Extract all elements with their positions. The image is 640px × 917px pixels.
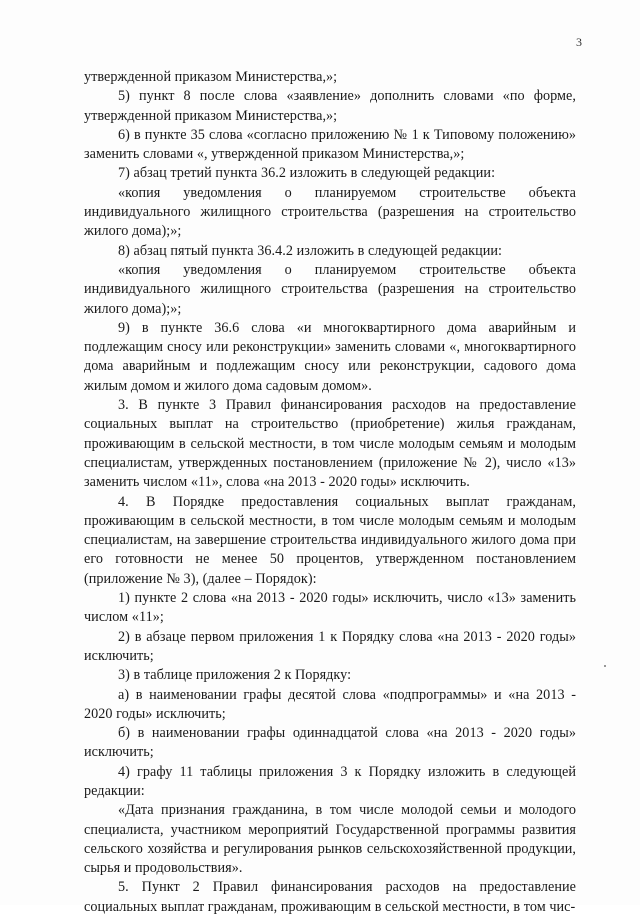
paragraph-subitem-4: 4) графу 11 таблицы приложения 3 к Порядку изложить в следующей редакции:	[84, 763, 576, 799]
paragraph-continuation: утвержденной приказом Министерства,»;	[84, 69, 338, 85]
scan-speck	[604, 665, 606, 667]
paragraph-section-5: 5. Пункт 2 Правил финансирования расходов на предоставление социальных выплат гражданам, проживающим в сельской местности, в том чис-	[84, 879, 576, 915]
paragraph-quote-4: «Дата признания гражданина, в том числе молодой семьи и молодого специалиста, участником мероприятий Государственной программы развития сельского хозяйства и регулирования рынков сельскохозяйственной продукции, сырья и продовольствия».	[84, 802, 576, 877]
paragraph-item-9: 9) в пункте 36.6 слова «и многоквартирного дома аварийным и подлежащим сносу или реконструкции» заменить словами «, многоквартирного дома аварийным и подлежащим сносу или реконструкции, садового дома жилым домом и жилого дома садовым домом».	[84, 319, 576, 394]
paragraph-item-7: 7) абзац третий пункта 36.2 изложить в следующей редакции:	[118, 165, 496, 182]
document-body	[84, 68, 576, 917]
paragraph-subitem-1: 1) пункте 2 слова «на 2013 - 2020 годы» исключить, число «13» заменить числом «11»;	[84, 590, 576, 626]
paragraph-subitem-a: а) в наименовании графы десятой слова «подпрограммы» и «на 2013 - 2020 годы» исключить;	[84, 686, 576, 722]
page-number: 3	[576, 35, 583, 49]
paragraph-subitem-2: 2) в абзаце первом приложения 1 к Порядку слова «на 2013 - 2020 годы» исключить;	[84, 628, 576, 664]
paragraph-quote-7: «копия уведомления о планируемом строительстве объекта индивидуального жилищного строительства (разрешения на строительство жилого дома);»;	[84, 184, 576, 240]
paragraph-subitem-b: б) в наименовании графы одиннадцатой слова «на 2013 - 2020 годы» исключить;	[84, 725, 576, 761]
paragraph-item-6: 6) в пункте 35 слова «согласно приложению № 1 к Типовому положению» заменить словами «, утвержденной приказом Министерства,»;	[84, 126, 576, 163]
paragraph-section-3: 3. В пункте 3 Правил финансирования расходов на предоставление социальных выплат на строительство (приобретение) жилья гражданам, проживающим в сельской местности, в том числе молодым семьям и молодым специалистам, утвержденных постановлением (приложение № 2), число «13» заменить числом «11», слова «на 2013 - 2020 годы» исключить.	[84, 397, 576, 491]
paragraph-quote-8: «копия уведомления о планируемом строительстве объекта индивидуального жилищного строительства (разрешения на строительство жилого дома);»;	[84, 261, 576, 317]
paragraph-subitem-3: 3) в таблице приложения 2 к Порядку:	[118, 667, 352, 684]
paragraph-item-5: 5) пункт 8 после слова «заявление» дополнить словами «по форме, утвержденной приказом Министерства,»;	[84, 88, 576, 124]
paragraph-item-8: 8) абзац пятый пункта 36.4.2 изложить в следующей редакции:	[118, 242, 503, 259]
paragraph-section-4: 4. В Порядке предоставления социальных выплат гражданам, проживающим в сельской местности, в том числе молодым семьям и молодым специалистам, на завершение строительства индивидуального жилого дома при его готовности не менее 50 процентов, утвержденном постановлением (приложение № 3), (далее – Порядок):	[84, 493, 576, 587]
